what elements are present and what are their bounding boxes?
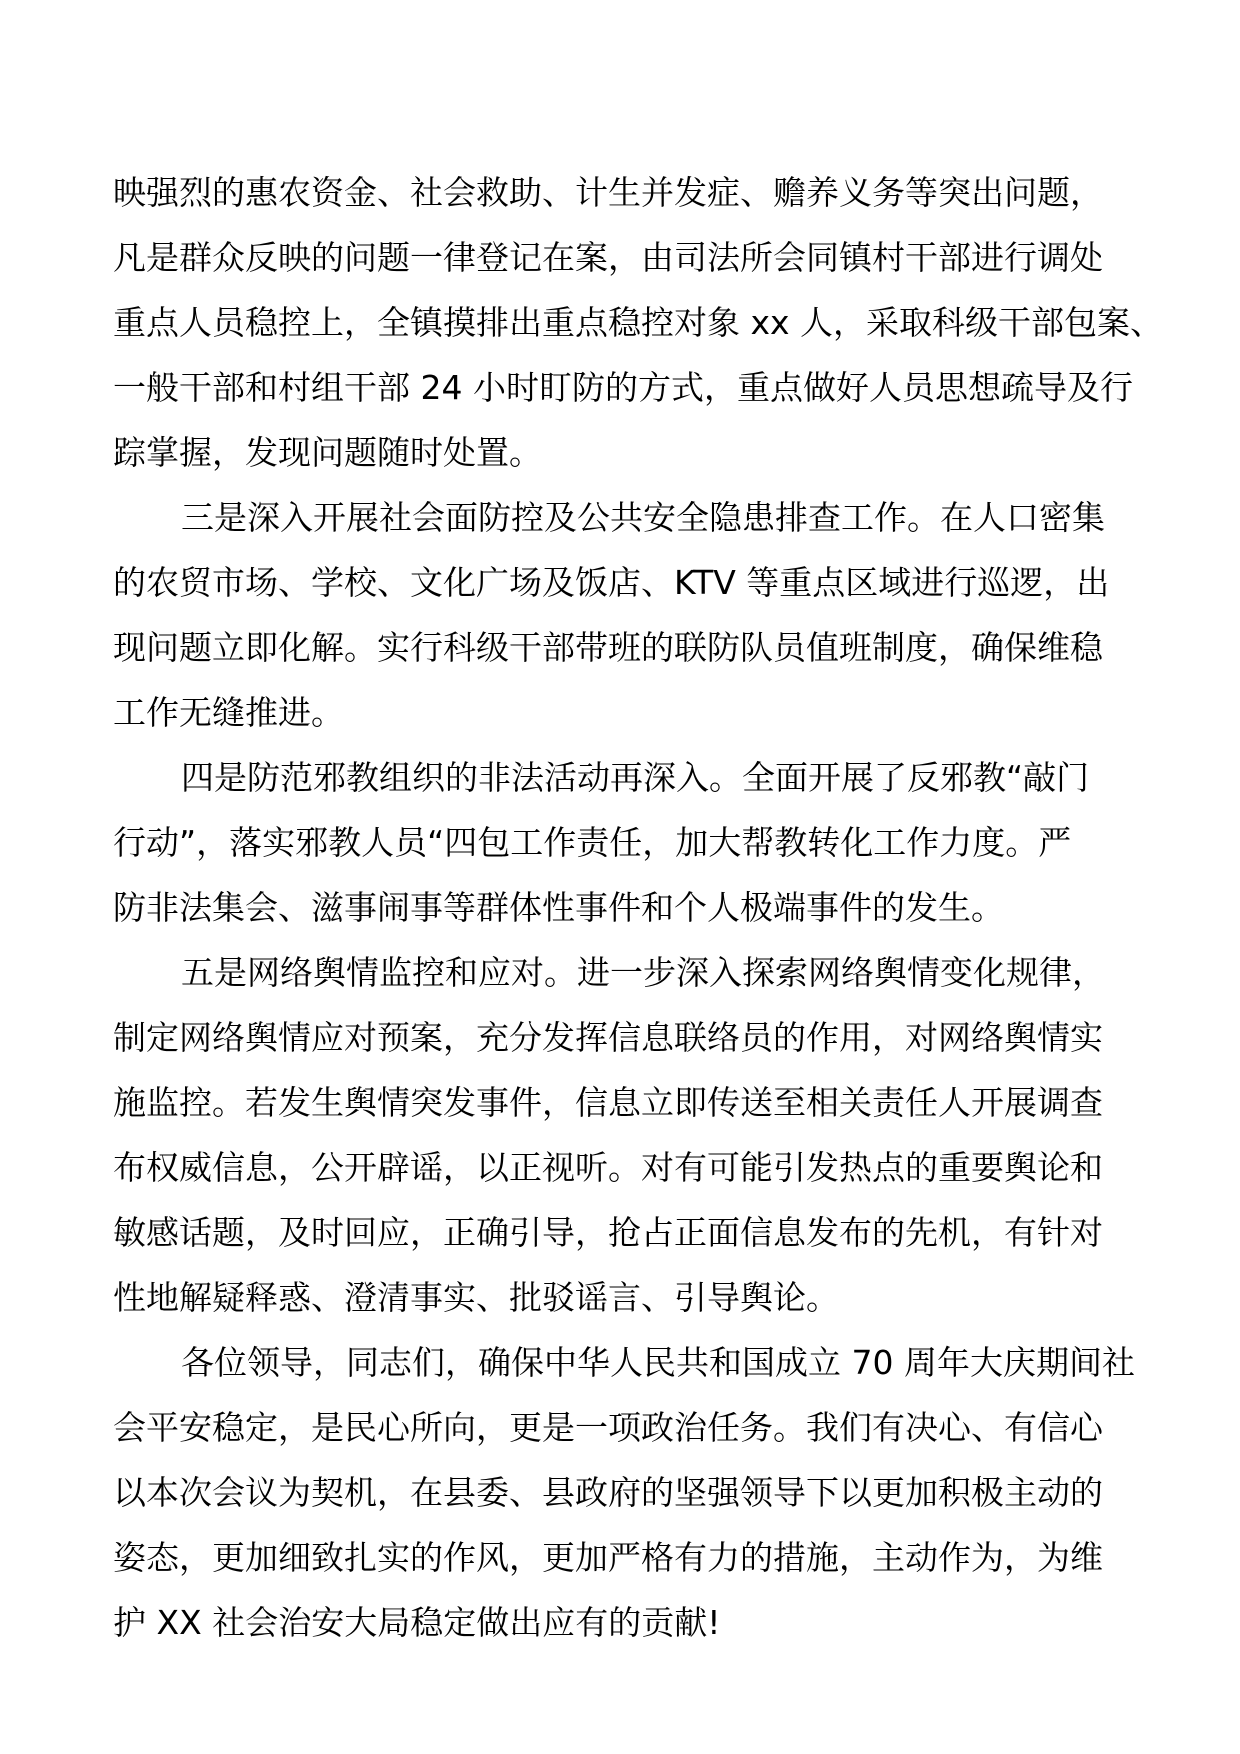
text-line: 防非法集会、滋事闹事等群体性事件和个人极端事件的发生。 (113, 888, 1004, 927)
text-line: 的农贸市场、学校、文化广场及饭店、KTV 等重点区域进行巡逻，出 (113, 563, 1110, 602)
text-line: 制定网络舆情应对预案，充分发挥信息联络员的作用，对网络舆情实 (113, 1018, 1103, 1057)
text-line: 映强烈的惠农资金、社会救助、计生并发症、赡养义务等突出问题， (113, 173, 1103, 212)
text-line: 五是网络舆情监控和应对。进一步深入探索网络舆情变化规律， (181, 953, 1105, 992)
text-line: 踪掌握，发现问题随时处置。 (113, 433, 542, 472)
text-line: 三是深入开展社会面防控及公共安全隐患排查工作。在人口密集 (181, 498, 1105, 537)
text-line: 以本次会议为契机，在县委、县政府的坚强领导下以更加积极主动的 (113, 1473, 1103, 1512)
text-line: 布权威信息，公开辟谣，以正视听。对有可能引发热点的重要舆论和 (113, 1148, 1103, 1187)
text-line: 护 XX 社会治安大局稳定做出应有的贡献! (113, 1603, 721, 1642)
text-line: 施监控。若发生舆情突发事件，信息立即传送至相关责任人开展调查 (113, 1083, 1103, 1122)
text-line: 姿态，更加细致扎实的作风，更加严格有力的措施，主动作为，为维 (113, 1538, 1103, 1577)
text-line: 一般干部和村组干部 24 小时盯防的方式，重点做好人员思想疏导及行 (113, 368, 1133, 407)
document-body (113, 160, 1164, 1655)
text-line: 敏感话题，及时回应，正确引导，抢占正面信息发布的先机，有针对 (113, 1213, 1103, 1252)
text-line: 工作无缝推进。 (113, 693, 344, 732)
text-line: 凡是群众反映的问题一律登记在案，由司法所会同镇村干部进行调处 (113, 238, 1103, 277)
text-line: 重点人员稳控上，全镇摸排出重点稳控对象 xx 人，采取科级干部包案、 (113, 303, 1164, 342)
text-line: 四是防范邪教组织的非法活动再深入。全面开展了反邪教“敲门 (181, 758, 1090, 797)
text-line: 行动”，落实邪教人员“四包工作责任，加大帮教转化工作力度。严 (113, 823, 1072, 862)
text-line: 会平安稳定，是民心所向，更是一项政治任务。我们有决心、有信心 (113, 1408, 1103, 1447)
text-line: 各位领导，同志们，确保中华人民共和国成立 70 周年大庆期间社 (181, 1343, 1135, 1382)
text-line: 性地解疑释惑、澄清事实、批驳谣言、引导舆论。 (113, 1278, 839, 1317)
text-line: 现问题立即化解。实行科级干部带班的联防队员值班制度，确保维稳 (113, 628, 1103, 667)
